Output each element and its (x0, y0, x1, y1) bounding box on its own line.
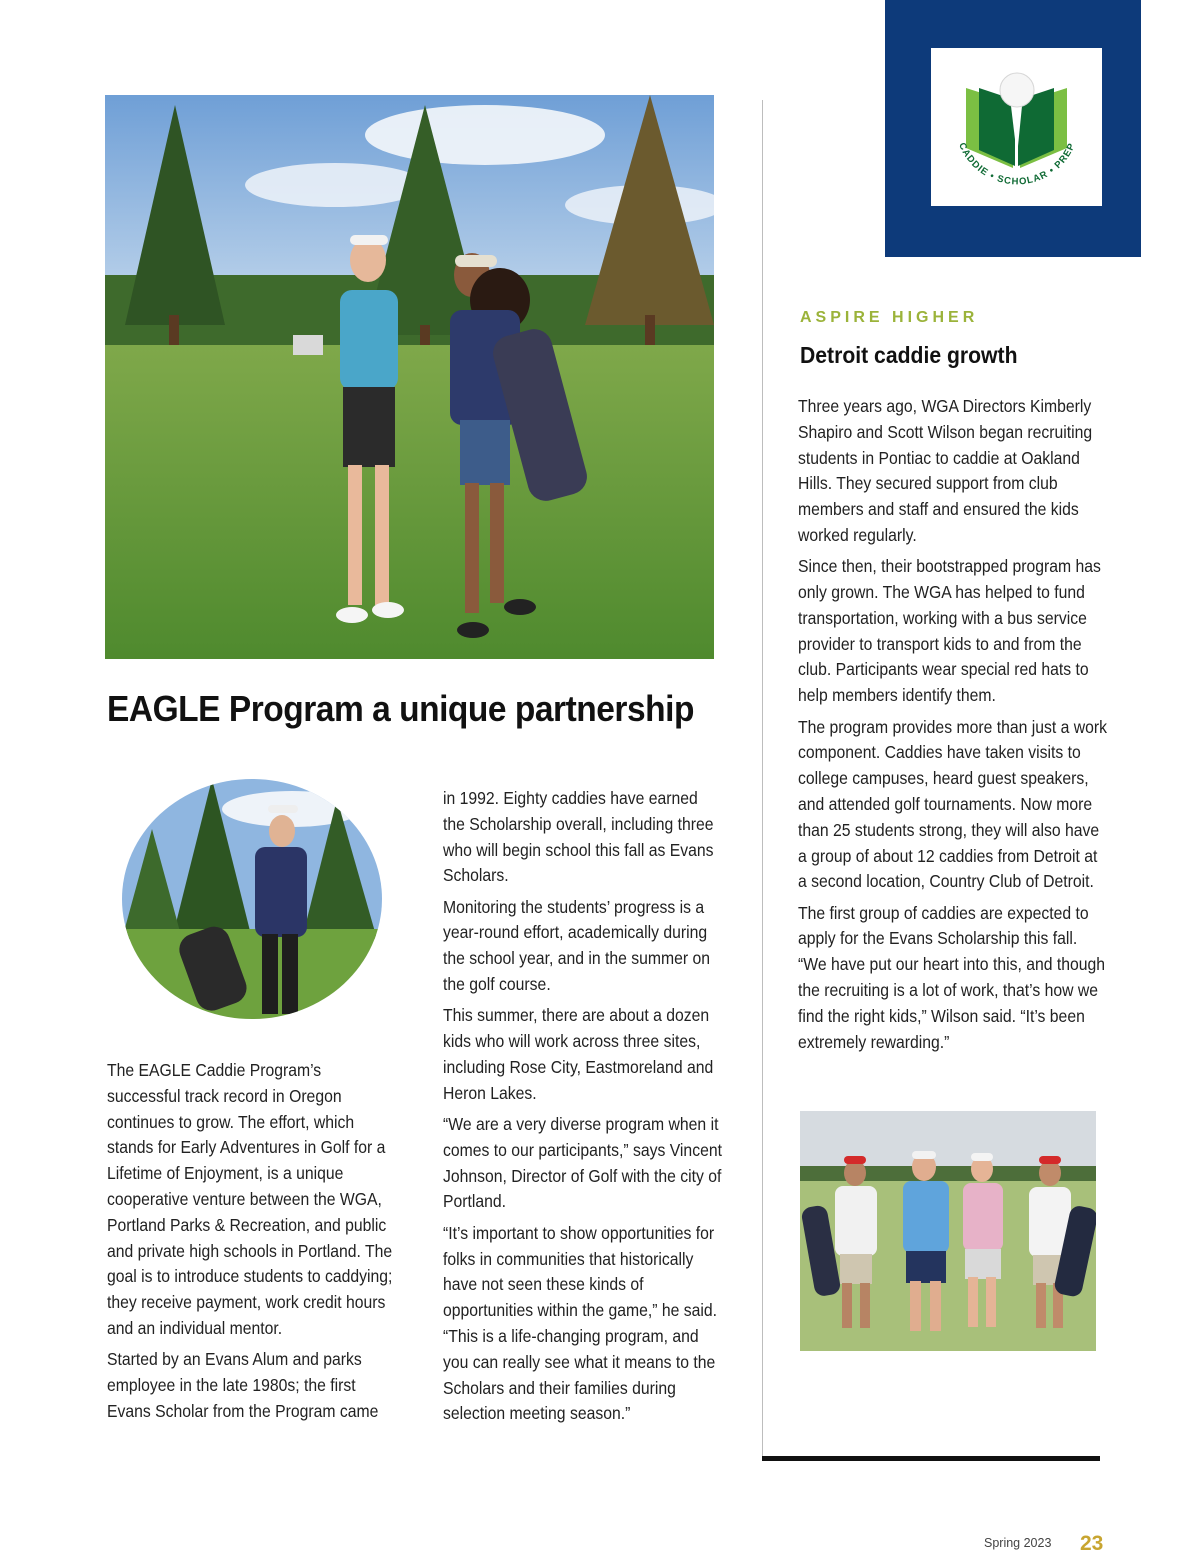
group-photo (800, 1111, 1096, 1351)
page-number: 23 (1080, 1532, 1104, 1555)
paragraph: Three years ago, WGA Directors Kimberly Shapiro and Scott Wilson began recruiting students in Pontiac to caddie at Oakland Hills. They secured support from club members and staff and ensured the kids worked regularly. (798, 396, 1093, 545)
closing-rule (762, 1456, 1100, 1461)
paragraph: Started by an Evans Alum and parks employee in the late 1980s; the first Evans Scholar from the Program came (107, 1349, 379, 1421)
article-column-2 (443, 786, 723, 1433)
sidebar-column (798, 394, 1108, 1061)
sidebar-headline: Detroit caddie growth (800, 342, 1018, 368)
paragraph: “It’s important to show opportunities for folks in communities that historically have not seen these kinds of opportunities within the game,” he said. “This is a life-changing program, and you can really see what it means to the Scholars and their families during selection meeting season.” (443, 1222, 718, 1424)
logo-emblem-text: CADDIE • SCHOLAR • PREP (956, 141, 1078, 188)
paragraph: in 1992. Eighty caddies have earned the Scholarship overall, including three who will begin school this fall as Evans Scholars. (443, 788, 714, 886)
paragraph: The EAGLE Caddie Program’s successful track record in Oregon continues to grow. The effort, which stands for Early Adventures in Golf for a Lifetime of Enjoyment, is a unique cooperative venture between the WGA, Portland Parks & Recreation, and public and private high schools in Portland. The goal is to introduce students to caddying; they receive payment, work credit hours and an individual mentor. (107, 1060, 393, 1338)
golf-course-illustration (105, 95, 714, 659)
paragraph: The program provides more than just a work component. Caddies have taken visits to college campuses, heard guest speakers, and attended golf tournaments. Now more than 25 students strong, they will also have a group of about 12 caddies from Detroit at a second location, Country Club of Detroit. (798, 716, 1108, 892)
article-headline: EAGLE Program a unique partnership (107, 688, 694, 729)
caddie-portrait-illustration (122, 779, 382, 1019)
paragraph: Monitoring the students’ progress is a year-round effort, academically during the school year, and in the summer on the golf course. (443, 896, 711, 995)
group-caddies-illustration (800, 1111, 1096, 1351)
caddie-scholar-prep-logo (931, 48, 1102, 206)
paragraph: The first group of caddies are expected to apply for the Evans Scholarship this fall. “We have put our heart into this, and though the recruiting is a lot of work, that’s how we find the right kids,” Wilson said. “It’s been extremely rewarding.” (798, 902, 1106, 1052)
logo-card (931, 48, 1102, 206)
column-divider (762, 100, 763, 1460)
issue-label: Spring 2023 (984, 1536, 1052, 1550)
top-photo (105, 95, 714, 659)
article-column-1 (107, 1058, 397, 1430)
section-kicker: ASPIRE HIGHER (800, 309, 979, 326)
logo-panel (885, 0, 1141, 257)
paragraph: “We are a very diverse program when it comes to our participants,” says Vincent Johnson, Director of Golf with the city of Portland. (443, 1114, 722, 1212)
circle-photo (122, 779, 382, 1019)
paragraph: This summer, there are about a dozen kids who will work across three sites, including Rose City, Eastmoreland and Heron Lakes. (443, 1005, 714, 1103)
paragraph: Since then, their bootstrapped program has only grown. The WGA has helped to fund transportation, working with a bus service provider to transport kids to and from the club. Participants wear special red hats to help members identify them. (798, 556, 1101, 706)
